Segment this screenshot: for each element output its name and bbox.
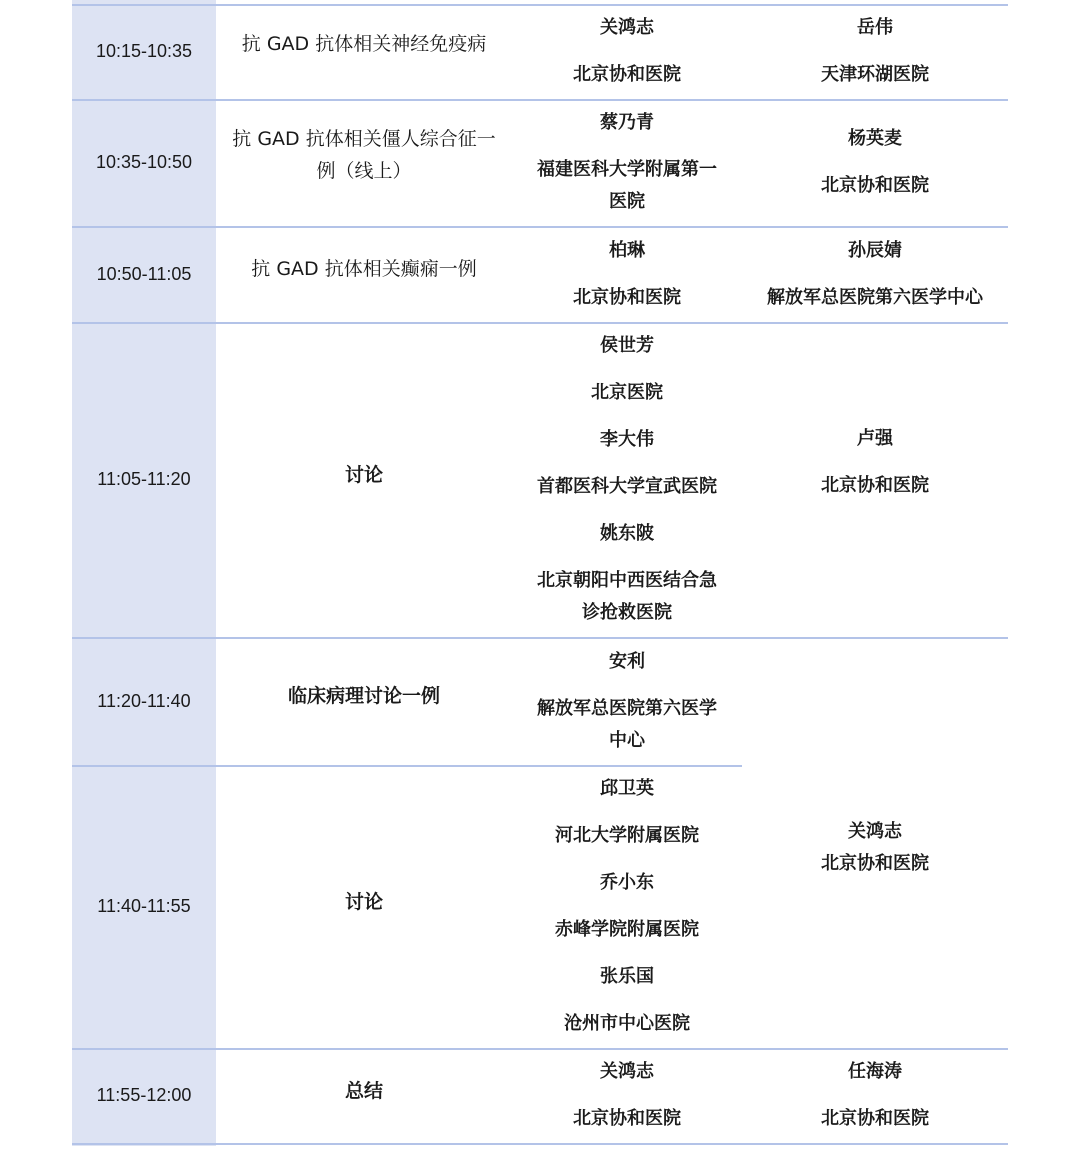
- table-row-chair: [742, 99, 1008, 226]
- chair-org: 北京协和医院: [821, 852, 929, 874]
- topic-title: 抗 GAD 抗体相关癫痫一例: [251, 258, 477, 280]
- table-row-time: [72, 226, 216, 322]
- time-slot: 11:05-11:20: [97, 469, 191, 489]
- speaker-org: 医院: [609, 191, 645, 212]
- speaker-org: 北京协和医院: [573, 64, 681, 85]
- time-slot: 11:40-11:55: [97, 896, 191, 916]
- speaker-name: 蔡乃青: [600, 112, 654, 133]
- chair-name: 杨英麦: [848, 128, 902, 149]
- table-row-speaker: [512, 4, 742, 99]
- speaker-org: 河北大学附属医院: [555, 825, 699, 846]
- table-row-chair: [742, 322, 1008, 637]
- topic-title: 临床病理讨论一例: [287, 685, 440, 707]
- speaker-org: 赤峰学院附属医院: [555, 919, 699, 940]
- table-row-time: [72, 322, 216, 637]
- speaker-org: 北京协和医院: [573, 1108, 681, 1129]
- speaker-name: 乔小东: [600, 872, 654, 893]
- table-row-time: [72, 99, 216, 226]
- time-slot: 10:50-11:05: [96, 263, 192, 284]
- table-row-speaker: [512, 99, 742, 226]
- speaker-name: 柏琳: [609, 239, 645, 261]
- table-row-topic: [216, 322, 512, 627]
- speaker-org: 北京协和医院: [573, 286, 681, 308]
- chair-name: 岳伟: [857, 17, 893, 38]
- speaker-name: 张乐国: [600, 966, 654, 987]
- speaker-name: 邱卫英: [600, 778, 654, 799]
- time-slot: 11:20-11:40: [97, 690, 191, 711]
- time-slot: 10:15-10:35: [95, 41, 193, 61]
- table-row-speaker: [512, 322, 742, 637]
- table-row-topic: [216, 4, 512, 84]
- speaker-org: 中心: [609, 729, 645, 751]
- table-row-time: [72, 1048, 216, 1143]
- chair-org: 北京协和医院: [821, 175, 929, 196]
- speaker-org: 沧州市中心医院: [564, 1013, 690, 1034]
- topic-title: 讨论: [344, 463, 383, 486]
- table-row-chair: [742, 226, 1008, 322]
- table-row-speaker: [512, 1048, 742, 1143]
- chair-org: 北京协和医院: [821, 474, 929, 496]
- table-row-topic: [216, 1048, 512, 1133]
- table-row-topic: [216, 99, 512, 226]
- chair-org: 天津环湖医院: [821, 64, 929, 85]
- speaker-org: 首都医科大学宣武医院: [537, 476, 717, 497]
- topic-title: 抗 GAD 抗体相关神经免疫病: [241, 33, 487, 55]
- topic-title: 例（线上）: [316, 159, 412, 182]
- row-divider: [72, 1143, 1008, 1145]
- table-row-chair: [742, 4, 1008, 99]
- table-row-topic: [216, 765, 512, 1038]
- table-row-chair: [742, 1048, 1008, 1143]
- speaker-org: 解放军总医院第六医学: [537, 697, 717, 719]
- table-row-speaker: [512, 637, 742, 765]
- chair-org: 北京协和医院: [821, 1108, 929, 1129]
- table-row-time: [72, 765, 216, 1048]
- chair-name: 关鸿志: [848, 820, 902, 842]
- speaker-org: 北京医院: [591, 382, 663, 403]
- chair-name: 孙辰婧: [848, 239, 902, 261]
- table-row-topic: [216, 637, 512, 755]
- table-row-speaker: [512, 765, 742, 1048]
- speaker-org: 福建医科大学附属第一: [537, 159, 717, 180]
- topic-title: 总结: [344, 1079, 383, 1102]
- schedule-table: [72, 0, 1008, 1146]
- table-row-time: [72, 637, 216, 765]
- chair-org: 解放军总医院第六医学中心: [767, 286, 983, 308]
- chair-name: 任海涛: [848, 1061, 902, 1082]
- speaker-org: 诊抢救医院: [582, 602, 672, 623]
- time-slot: 11:55-12:00: [96, 1085, 192, 1105]
- speaker-name: 姚东陂: [600, 523, 654, 544]
- topic-title: 讨论: [344, 890, 383, 913]
- shared-chair-cell: [742, 637, 1008, 1048]
- speaker-name: 安利: [609, 650, 645, 672]
- topic-title: 抗 GAD 抗体相关僵人综合征一: [232, 127, 496, 150]
- speaker-name: 关鸿志: [600, 1061, 654, 1082]
- table-row-speaker: [512, 226, 742, 322]
- time-slot: 10:35-10:50: [95, 152, 193, 172]
- speaker-name: 侯世芳: [600, 335, 654, 356]
- table-row-time: [72, 4, 216, 99]
- speaker-name: 关鸿志: [600, 17, 654, 38]
- speaker-org: 北京朝阳中西医结合急: [537, 570, 717, 591]
- table-row-topic: [216, 226, 512, 312]
- chair-name: 卢强: [857, 427, 893, 449]
- speaker-name: 李大伟: [600, 429, 654, 450]
